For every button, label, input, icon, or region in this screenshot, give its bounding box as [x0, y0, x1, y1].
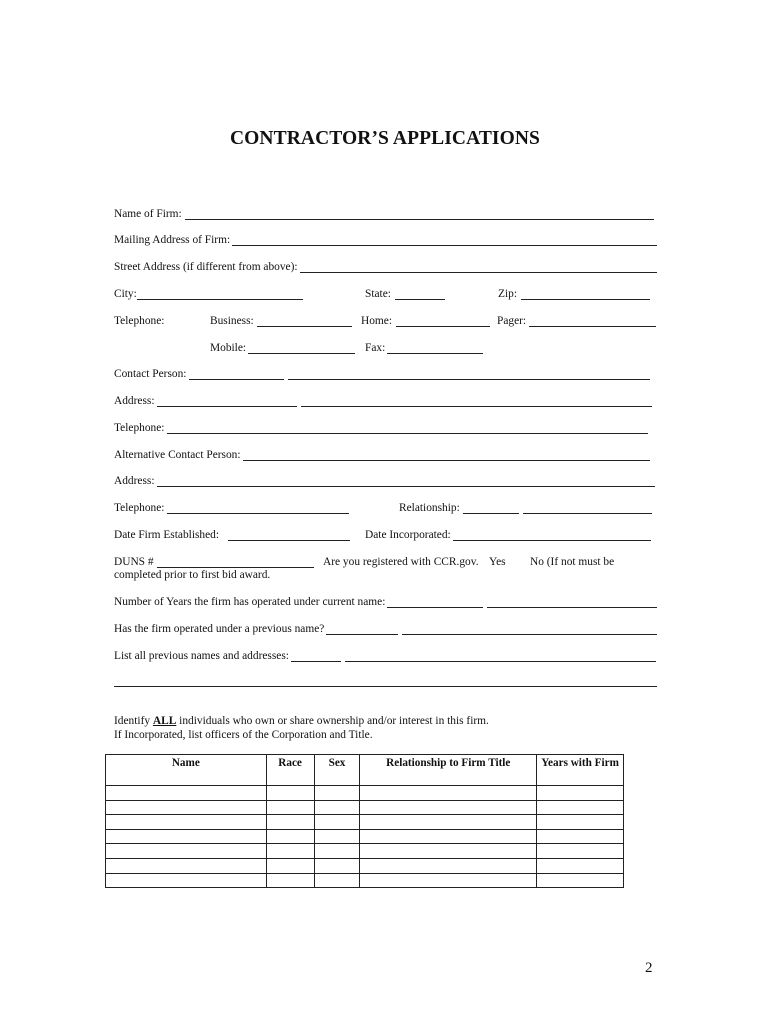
mobile-phone-field[interactable]	[248, 353, 355, 354]
cell-race[interactable]	[266, 844, 314, 859]
cell-years[interactable]	[537, 873, 624, 888]
page-number: 2	[645, 960, 653, 976]
instructions-emphasis: ALL	[152, 715, 177, 727]
alt-address-field[interactable]	[157, 486, 655, 487]
mobile-fax-row	[0, 341, 770, 357]
date-incorporated-label: Date Incorporated:	[365, 529, 451, 541]
alt-contact-label: Alternative Contact Person:	[114, 449, 241, 461]
duns-label: DUNS #	[114, 556, 154, 568]
duns-row	[0, 555, 770, 583]
table-row	[106, 786, 624, 801]
cell-relationship[interactable]	[360, 858, 537, 873]
contact-address-label: Address:	[114, 395, 155, 407]
table-header-row	[106, 755, 624, 786]
cell-years[interactable]	[537, 858, 624, 873]
cell-relationship[interactable]	[360, 800, 537, 815]
instructions-line-1	[114, 714, 489, 728]
alt-telephone-label: Telephone:	[114, 502, 165, 514]
cell-race[interactable]	[266, 858, 314, 873]
pager-field[interactable]	[529, 326, 656, 327]
cell-name[interactable]	[106, 844, 267, 859]
contact-person-second-field[interactable]	[288, 379, 650, 380]
street-address-label: Street Address (if different from above):	[114, 261, 298, 273]
previous-name-label: Has the firm operated under a previous name?	[114, 623, 325, 635]
cell-name[interactable]	[106, 800, 267, 815]
previous-names-extra-row	[0, 674, 770, 690]
dates-row	[0, 528, 770, 544]
name-of-firm-field[interactable]	[185, 219, 654, 220]
cell-name[interactable]	[106, 786, 267, 801]
relationship-first-field[interactable]	[463, 513, 519, 514]
city-state-zip-row	[0, 287, 770, 303]
cell-name[interactable]	[106, 873, 267, 888]
cell-relationship[interactable]	[360, 844, 537, 859]
alt-address-row	[0, 474, 770, 490]
contact-telephone-label: Telephone:	[114, 422, 165, 434]
cell-sex[interactable]	[314, 858, 360, 873]
contact-address-second-field[interactable]	[301, 406, 652, 407]
cell-sex[interactable]	[314, 844, 360, 859]
header-years: Years with Firm	[537, 755, 624, 786]
header-race: Race	[266, 755, 314, 786]
city-label: City:	[114, 288, 137, 300]
contact-address-first-field[interactable]	[157, 406, 297, 407]
cell-sex[interactable]	[314, 786, 360, 801]
pager-label: Pager:	[497, 315, 527, 327]
header-sex: Sex	[314, 755, 360, 786]
previous-names-second-field[interactable]	[345, 661, 656, 662]
duns-continuation: completed prior to first bid award.	[114, 569, 271, 581]
instructions-text-a: Identify	[114, 715, 153, 727]
mailing-address-row	[0, 233, 770, 249]
cell-relationship[interactable]	[360, 815, 537, 830]
alt-contact-row	[0, 448, 770, 464]
table-row	[106, 815, 624, 830]
previous-names-row	[0, 649, 770, 665]
telephone-row	[0, 314, 770, 330]
table-row	[106, 800, 624, 815]
state-field[interactable]	[395, 299, 445, 300]
mobile-label: Mobile:	[210, 342, 247, 354]
mailing-address-field[interactable]	[232, 245, 657, 246]
previous-names-first-field[interactable]	[291, 661, 341, 662]
years-operated-label: Number of Years the firm has operated under current name:	[114, 596, 386, 608]
contact-person-row	[0, 367, 770, 383]
name-of-firm-row	[0, 207, 770, 223]
home-label: Home:	[361, 315, 393, 327]
years-operated-first-field[interactable]	[387, 607, 483, 608]
zip-label: Zip:	[498, 288, 517, 300]
mailing-address-label: Mailing Address of Firm:	[114, 234, 231, 246]
cell-race[interactable]	[266, 800, 314, 815]
cell-name[interactable]	[106, 829, 267, 844]
years-operated-second-field[interactable]	[487, 607, 657, 608]
header-relationship: Relationship to Firm Title	[360, 755, 537, 786]
instructions-line-2: If Incorporated, list officers of the Corporation and Title.	[114, 729, 373, 741]
relationship-label: Relationship:	[399, 502, 460, 514]
cell-sex[interactable]	[314, 800, 360, 815]
alt-telephone-row	[0, 501, 770, 517]
ccr-no-option[interactable]: No (If not must be	[530, 556, 615, 568]
fax-label: Fax:	[365, 342, 386, 354]
city-field[interactable]	[137, 299, 303, 300]
ownership-table	[105, 754, 624, 888]
contact-address-row	[0, 394, 770, 410]
contact-person-first-field[interactable]	[189, 379, 284, 380]
fax-field[interactable]	[387, 353, 483, 354]
business-label: Business:	[210, 315, 254, 327]
date-established-label: Date Firm Established:	[114, 529, 220, 541]
ccr-question: Are you registered with CCR.gov.	[323, 556, 479, 568]
cell-relationship[interactable]	[360, 786, 537, 801]
instructions-text-b: individuals who own or share ownership and/or interest in this firm.	[176, 715, 489, 727]
contact-telephone-field[interactable]	[167, 433, 648, 434]
previous-name-second-field[interactable]	[402, 634, 657, 635]
state-label: State:	[365, 288, 391, 300]
ccr-yes-option[interactable]: Yes	[489, 556, 506, 568]
telephone-label: Telephone:	[114, 315, 165, 327]
date-incorporated-field[interactable]	[453, 540, 651, 541]
previous-names-extra-field[interactable]	[114, 686, 657, 687]
date-established-field[interactable]	[228, 540, 350, 541]
cell-years[interactable]	[537, 815, 624, 830]
cell-name[interactable]	[106, 815, 267, 830]
zip-field[interactable]	[521, 299, 650, 300]
alt-telephone-field[interactable]	[167, 513, 349, 514]
page-title: CONTRACTOR’S APPLICATIONS	[229, 128, 541, 149]
cell-race[interactable]	[266, 815, 314, 830]
business-phone-field[interactable]	[257, 326, 352, 327]
cell-sex[interactable]	[314, 829, 360, 844]
cell-sex[interactable]	[314, 873, 360, 888]
cell-years[interactable]	[537, 844, 624, 859]
previous-name-first-field[interactable]	[326, 634, 398, 635]
table-row	[106, 858, 624, 873]
cell-relationship[interactable]	[360, 829, 537, 844]
table-row	[106, 829, 624, 844]
cell-race[interactable]	[266, 829, 314, 844]
table-row	[106, 844, 624, 859]
cell-years[interactable]	[537, 829, 624, 844]
alt-contact-field[interactable]	[243, 460, 650, 461]
cell-race[interactable]	[266, 873, 314, 888]
cell-relationship[interactable]	[360, 873, 537, 888]
alt-address-label: Address:	[114, 475, 155, 487]
header-name: Name	[106, 755, 267, 786]
name-of-firm-label: Name of Firm:	[114, 208, 182, 220]
relationship-second-field[interactable]	[523, 513, 652, 514]
cell-sex[interactable]	[314, 815, 360, 830]
cell-race[interactable]	[266, 786, 314, 801]
cell-years[interactable]	[537, 786, 624, 801]
cell-name[interactable]	[106, 858, 267, 873]
contact-person-label: Contact Person:	[114, 368, 187, 380]
previous-names-label: List all previous names and addresses:	[114, 650, 289, 662]
cell-years[interactable]	[537, 800, 624, 815]
contact-telephone-row	[0, 421, 770, 437]
street-address-field[interactable]	[300, 272, 657, 273]
previous-name-row	[0, 622, 770, 638]
years-operated-row	[0, 595, 770, 611]
street-address-row	[0, 260, 770, 276]
home-phone-field[interactable]	[396, 326, 490, 327]
table-row	[106, 873, 624, 888]
